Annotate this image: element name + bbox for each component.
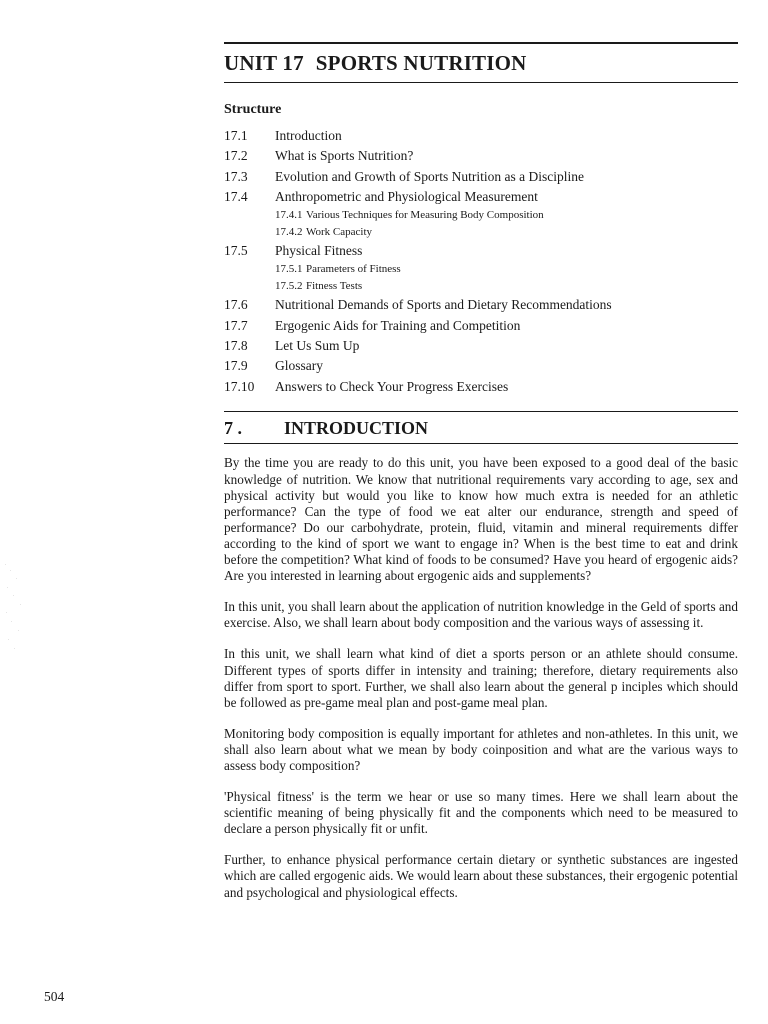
toc-item-number: 17.6 — [224, 297, 248, 313]
toc-item — [224, 146, 738, 166]
toc-item-text: What is Sports Nutrition? — [275, 148, 414, 164]
toc-subitem-text: Various Techniques for Measuring Body Composition — [306, 209, 544, 222]
section-heading — [224, 416, 738, 440]
margin-scan-noise — [2, 560, 28, 660]
toc-subitem — [224, 207, 738, 224]
toc-item — [224, 295, 738, 315]
unit-title — [224, 50, 738, 78]
toc-item — [224, 167, 738, 187]
toc-item-number: 17.5 — [224, 243, 248, 259]
toc-subitem-text: Fitness Tests — [306, 280, 363, 293]
toc-item — [224, 126, 738, 146]
toc-subitem-text: Parameters of Fitness — [306, 263, 401, 276]
body-paragraph: By the time you are ready to do this unit, you have been exposed to a good deal of the basic knowledge of nutrition. We know that nutritional requirements vary according to age, sex and physical activity but would you like to know how much extra is needed for an athletic performance? Can the type of food we eat alter our endurance, strength and speed of performance? Do our carbohydrate, protein, fluid, vitamin and mineral requirements differ according to the kind of sport we want to engage in? When is the best time to eat and drink before the competition? What kind of foods to be consumed? Have you heard of ergogenic aids? Are you interested in learning about ergogenic aids and supplements? — [224, 455, 738, 584]
title-rule — [224, 82, 738, 83]
toc-subitem — [224, 224, 738, 241]
toc-item-text: Introduction — [275, 128, 342, 143]
toc-item — [224, 336, 738, 356]
section-title: INTRODUCTION — [284, 417, 429, 438]
toc-item-number: 17.2 — [224, 148, 248, 164]
toc-item-text: Ergogenic Aids for Training and Competition — [275, 317, 521, 333]
toc-subitem — [224, 278, 738, 295]
page-number: 504 — [44, 989, 65, 1004]
structure-heading: Structure — [224, 102, 282, 117]
toc-subitem-number: 17.5.1 — [275, 263, 303, 276]
toc-item-number: 17.1 — [224, 128, 248, 143]
toc-item-number: 17.7 — [224, 317, 248, 333]
toc-subitem-number: 17.4.2 — [275, 226, 303, 239]
body-paragraph: In this unit, you shall learn about the application of nutrition knowledge in the Geld of sports and exercise. Also, we shall learn about body composition and the various ways of assessing it. — [224, 599, 738, 631]
body-paragraph: Further, to enhance physical performance certain dietary or synthetic substances are ingested which are called ergogenic aids. We would learn about these substances, their ergogenic potential and psychological and physiological effects. — [224, 852, 738, 900]
toc-item — [224, 187, 738, 207]
body-paragraph: Monitoring body composition is equally important for athletes and non-athletes. In this unit, we shall also learn about what we mean by body coinposition and what are the various ways to assess body composition? — [224, 725, 738, 773]
toc-item-text: Anthropometric and Physiological Measurement — [275, 188, 538, 204]
toc-subitem-number: 17.5.2 — [275, 280, 303, 293]
toc-subitem-text: Work Capacity — [306, 226, 373, 239]
toc-item — [224, 241, 738, 261]
section-rule-bottom — [224, 443, 738, 445]
body-paragraph: 'Physical fitness' is the term we hear or use so many times. Here we shall learn about the scientific meaning of being physically fit and the components which need to be measured to declare a person physically fit or unfit. — [224, 789, 738, 837]
toc-item-number: 17.4 — [224, 188, 248, 204]
body-paragraph: In this unit, we shall learn what kind of diet a sports person or an athlete should consume. Different types of sports differ in intensity and training; therefore, dietary requirements also differ from sport to sport. Further, we shall also learn about the general p inciples which should be followed as pre-game meal plan and post-game meal plan. — [224, 646, 738, 710]
section-number: 7 . — [224, 417, 242, 438]
table-of-contents — [224, 126, 738, 397]
toc-subitem-number: 17.4.1 — [275, 209, 303, 222]
toc-item-text: Evolution and Growth of Sports Nutrition as a Discipline — [275, 168, 584, 184]
unit-label: UNIT 17 — [224, 51, 304, 75]
toc-item-number: 17.3 — [224, 168, 248, 184]
toc-item — [224, 377, 738, 397]
toc-item-number: 17.10 — [224, 378, 255, 394]
toc-item-number: 17.9 — [224, 358, 248, 374]
toc-item-number: 17.8 — [224, 338, 248, 354]
toc-item — [224, 316, 738, 336]
toc-item — [224, 356, 738, 376]
toc-item-text: Glossary — [275, 358, 323, 374]
unit-title-text: SPORTS NUTRITION — [315, 51, 527, 75]
toc-item-text: Nutritional Demands of Sports and Dietary Recommendations — [275, 297, 612, 313]
document-page — [224, 42, 738, 901]
section-rule-top — [224, 411, 738, 412]
toc-item-text: Physical Fitness — [275, 243, 363, 259]
top-rule — [224, 42, 738, 44]
toc-subitem — [224, 261, 738, 278]
toc-item-text: Let Us Sum Up — [275, 338, 360, 354]
toc-item-text: Answers to Check Your Progress Exercises — [275, 378, 509, 394]
